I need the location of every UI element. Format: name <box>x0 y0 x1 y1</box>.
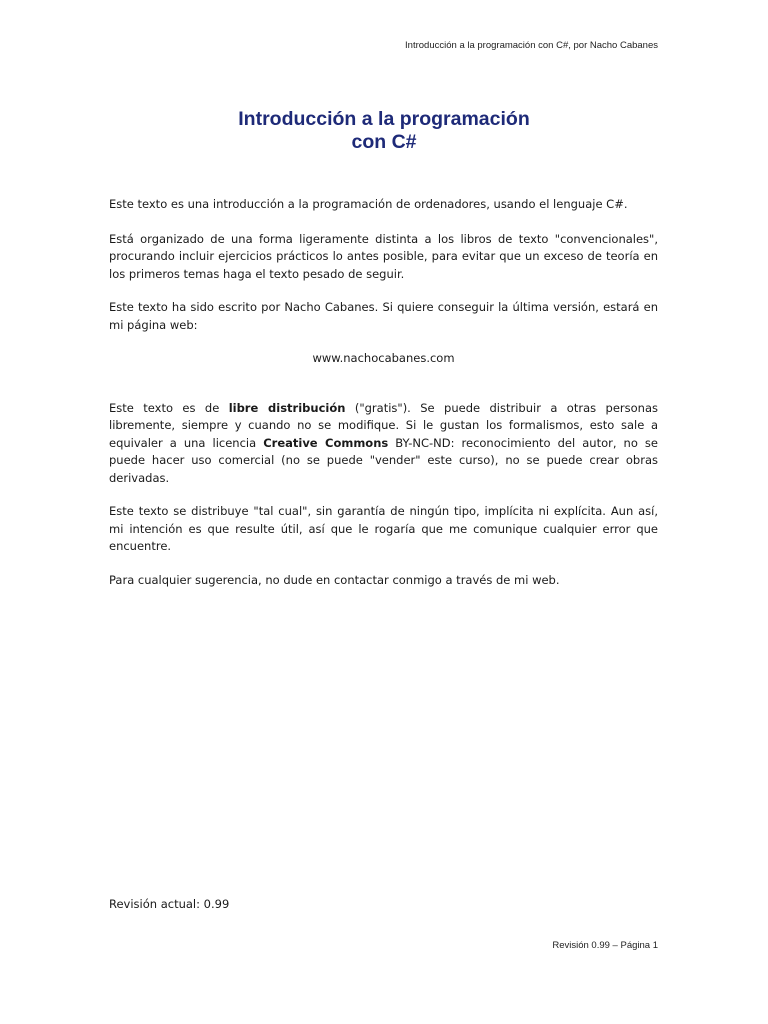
license-text-pre: Este texto es de <box>109 400 229 415</box>
license-creative-commons: Creative Commons <box>263 435 389 450</box>
license-text-mid: ("gratis"). Se puede distribuir a otras personas libremente, siempre y cuando no se modifique. Si le gustan los formalismos, esto sale a equivaler a una licencia <box>109 400 658 450</box>
author-paragraph: Este texto ha sido escrito por Nacho Cabanes. Si quiere conseguir la última versión, estará en mi página web: <box>109 300 658 332</box>
license-text-post: BY-NC-ND: reconocimiento del autor, no se puede hacer uso comercial (no se puede "vender" este curso), no se puede crear obras derivadas. <box>109 435 658 485</box>
document-title <box>0 108 768 154</box>
license-paragraph <box>109 400 658 488</box>
page-footer: Revisión 0.99 – Página 1 <box>552 940 658 951</box>
warranty-paragraph: Este texto se distribuye "tal cual", sin garantía de ningún tipo, implícita ni explícita. Aun así, mi intención es que resulte útil, así que le rogaría que me comunique cualquier error que encuentre. <box>109 504 658 553</box>
document-body <box>109 196 658 605</box>
website-link[interactable]: www.nachocabanes.com <box>312 351 455 365</box>
organization-paragraph: Está organizado de una forma ligeramente distinta a los libros de texto "convencionales", procurando incluir ejercicios prácticos lo antes posible, para evitar que un exceso de teoría en los primeros temas haga el texto pesado de seguir. <box>109 231 658 281</box>
intro-paragraph: Este texto es una introducción a la programación de ordenadores, usando el lenguaje C#. <box>109 197 628 211</box>
title-line-2: con C# <box>351 131 417 153</box>
license-free-distribution: libre distribución <box>228 400 346 415</box>
current-revision: Revisión actual: 0.99 <box>109 897 230 911</box>
title-line-1: Introducción a la programación <box>238 108 530 130</box>
contact-paragraph: Para cualquier sugerencia, no dude en contactar conmigo a través de mi web. <box>109 572 560 587</box>
page-header: Introducción a la programación con C#, por Nacho Cabanes <box>405 40 658 51</box>
